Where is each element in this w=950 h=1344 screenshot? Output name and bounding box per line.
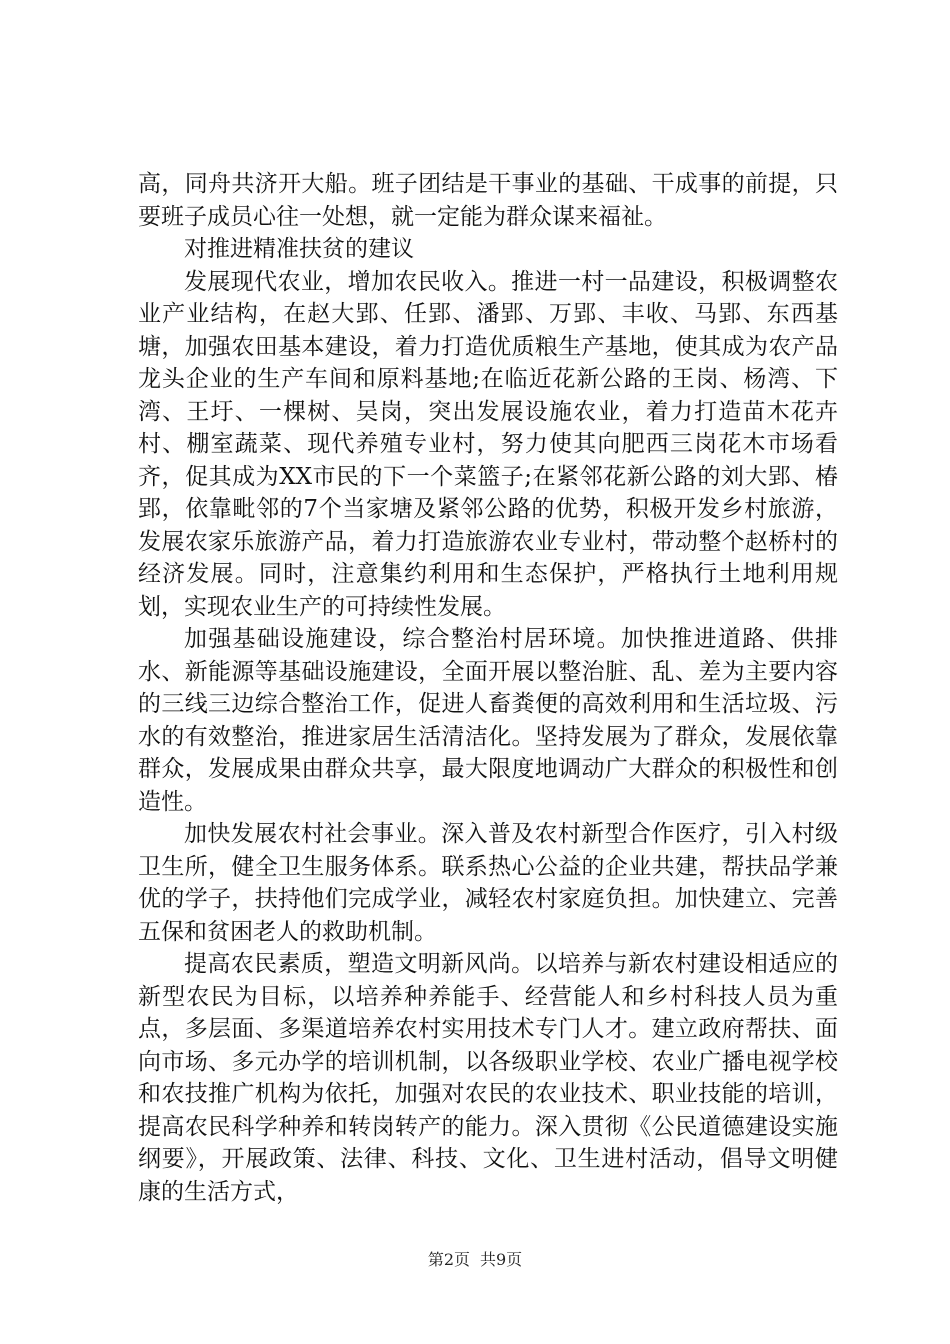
page-footer bbox=[0, 1247, 950, 1270]
paragraph-infrastructure: 加强基础设施建设，综合整治村居环境。加快推进道路、供排水、新能源等基础设施建设，全面开展以整治脏、乱、差为主要内容的三线三边综合整治工作，促进人畜粪便的高效利用和生活垃圾、污水的有效整治，推进家居生活清洁化。坚持发展为了群众，发展依靠群众，发展成果由群众共享，最大限度地调动广大群众的积极性和创造性。 bbox=[138, 626, 838, 815]
document-body bbox=[138, 168, 838, 1208]
page-total: 共9页 bbox=[480, 1250, 523, 1269]
paragraph-continuation: 高，同舟共济开大船。班子团结是干事业的基础、干成事的前提，只要班子成员心往一处想，就一定能为群众谋来福祉。 bbox=[138, 171, 838, 230]
paragraph-farmer-quality: 提高农民素质，塑造文明新风尚。以培养与新农村建设相适应的新型农民为目标，以培养种养能手、经营能人和乡村科技人员为重点，多层面、多渠道培养农村实用技术专门人才。建立政府帮扶、面向市场、多元办学的培训机制，以各级职业学校、农业广播电视学校和农技推广机构为依托，加强对农民的农业技术、职业技能的培训，提高农民科学种养和转岗转产的能力。深入贯彻《公民道德建设实施纲要》，开展政策、法律、科技、文化、卫生进村活动，倡导文明健康的生活方式， bbox=[138, 951, 838, 1205]
paragraph-social-affairs: 加快发展农村社会事业。深入普及农村新型合作医疗，引入村级卫生所，健全卫生服务体系。联系热心公益的企业共建，帮扶品学兼优的学子，扶持他们完成学业，减轻农村家庭负担。加快建立、完善五保和贫困老人的救助机制。 bbox=[138, 821, 838, 945]
page-number: 第2页 bbox=[427, 1250, 470, 1269]
paragraph-agriculture: 发展现代农业，增加农民收入。推进一村一品建设，积极调整农业产业结构，在赵大郢、任郢、潘郢、万郢、丰收、马郢、东西基塘，加强农田基本建设，着力打造优质粮生产基地，使其成为农产品龙头企业的生产车间和原料基地;在临近花新公路的王岗、杨湾、下湾、王圩、一棵树、吴岗，突出发展设施农业，着力打造苗木花卉村、棚室蔬菜、现代养殖专业村，努力使其向肥西三岗花木市场看齐，促其成为XX市民的下一个菜篮子;在紧邻花新公路的刘大郢、椿郢，依靠毗邻的7个当家塘及紧邻公路的优势，积极开发乡村旅游，发展农家乐旅游产品，着力打造旅游农业专业村，带动整个赵桥村的经济发展。同时，注意集约利用和生态保护，严格执行土地利用规划，实现农业生产的可持续性发展。 bbox=[138, 268, 838, 620]
section-heading: 对推进精准扶贫的建议 bbox=[184, 236, 414, 262]
